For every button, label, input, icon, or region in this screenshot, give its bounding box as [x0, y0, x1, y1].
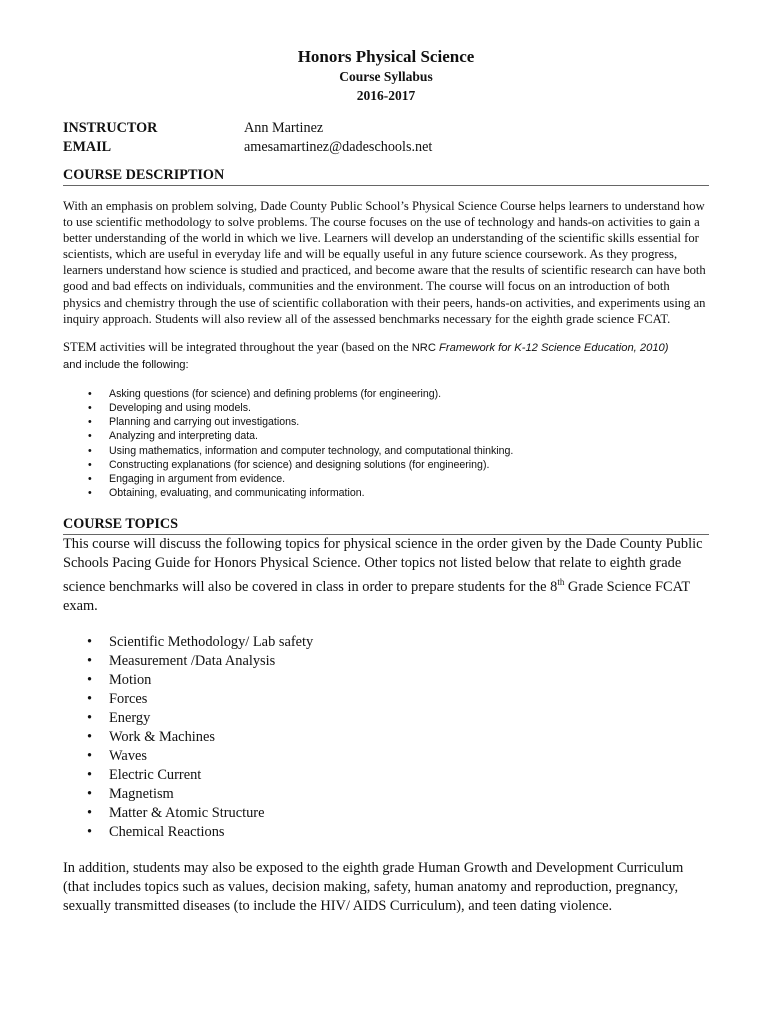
stem-nrc: NRC [411, 341, 440, 354]
bullet-icon: • [87, 767, 93, 784]
bullet-icon: • [88, 472, 92, 485]
topic-item-text: Chemical Reactions [109, 824, 225, 841]
course-description-paragraph: With an emphasis on problem solving, Dade County Public School’s Physical Science Course helps learners to understand how to use scientific methodology to solve problems. The course focuses on the use of technology and hands-on activities to gain a better understanding of the world in which we live. Learners will develop an understanding of the scientific skills essential for scientists, which are useful in everyday life and will be equally useful in any future science coursework. As they progress, learners understand how science is studied and practiced, and become aware that the results of scientific research can have both good and bad effects on individuals, communities and the environment. The course will focus on an introduction of both physics and chemistry through the use of scientific collaboration with their peers, hands-on activities, and experiments using an inquiry approach. Students will also review all of the assessed benchmarks necessary for the eighth grade science FCAT. [63, 199, 706, 326]
bullet-icon: • [88, 387, 92, 400]
topic-item-text: Motion [109, 672, 152, 689]
practice-item-text: Asking questions (for science) and defining problems (for engineering). [109, 387, 442, 400]
practice-item [63, 429, 709, 443]
topic-item [63, 671, 709, 690]
bullet-icon: • [87, 786, 93, 803]
topic-item [63, 633, 709, 652]
bullet-icon: • [88, 444, 92, 457]
closing-paragraph: In addition, students may also be exposed to the eighth grade Human Growth and Development Curriculum (that includes topics such as values, decision making, safety, human anatomy and reproduction, pregnancy, sexually transmitted diseases (to include the HIV/ AIDS Curriculum), and teen dating violence. [63, 860, 684, 915]
science-practices-list [63, 387, 709, 501]
practice-item-text: Developing and using models. [109, 401, 251, 414]
topic-item-text: Matter & Atomic Structure [109, 805, 265, 822]
practice-item [63, 472, 709, 486]
course-topics-intro [63, 535, 709, 616]
topic-item [63, 766, 709, 785]
bullet-icon: • [87, 691, 93, 708]
document-title: Honors Physical Science [297, 47, 475, 66]
bullet-icon: • [88, 487, 92, 500]
topic-item [63, 747, 709, 766]
stem-intro: STEM activities will be integrated throughout the year (based on the [63, 339, 412, 354]
topic-item [63, 785, 709, 804]
stem-framework: Framework for K-12 Science Education, 2010) [439, 341, 669, 354]
practice-item [63, 458, 709, 472]
practice-item [63, 415, 709, 429]
bullet-icon: • [88, 458, 92, 471]
bullet-icon: • [88, 430, 92, 443]
practice-item-text: Engaging in argument from evidence. [109, 472, 286, 485]
topic-item-text: Forces [109, 691, 148, 708]
email-row [63, 138, 709, 157]
topic-item-text: Measurement /Data Analysis [109, 653, 276, 670]
instructor-info [63, 119, 709, 157]
practice-item [63, 486, 709, 500]
course-description-heading: COURSE DESCRIPTION [63, 167, 709, 186]
course-topics-heading: COURSE TOPICS [63, 516, 709, 535]
bullet-icon: • [88, 401, 92, 414]
stem-tail: and include the following: [63, 358, 189, 371]
bullet-icon: • [87, 748, 93, 765]
bullet-icon: • [87, 653, 93, 670]
instructor-name: Ann Martinez [244, 120, 324, 136]
topics-intro-text: This course will discuss the following topics for physical science in the order given by the Dade County Public Schools Pacing Guide for Honors Physical Science. Other topics not listed below that relate to eighth grade science benchmarks will also be covered in class in order to prepare students for the 8 [63, 536, 703, 596]
topic-item [63, 804, 709, 823]
bullet-icon: • [87, 805, 93, 822]
topic-item [63, 728, 709, 747]
bullet-icon: • [87, 634, 93, 651]
email-label: EMAIL [63, 139, 112, 155]
bullet-icon: • [87, 672, 93, 689]
bullet-icon: • [88, 416, 92, 429]
topic-item [63, 690, 709, 709]
practice-item-text: Constructing explanations (for science) and designing solutions (for engineering). [109, 458, 490, 471]
instructor-row [63, 119, 709, 138]
practice-item-text: Obtaining, evaluating, and communicating information. [109, 487, 365, 500]
email-address: amesamartinez@dadeschools.net [244, 139, 433, 155]
practice-item [63, 387, 709, 401]
stem-paragraph [63, 339, 709, 373]
instructor-label: INSTRUCTOR [63, 120, 158, 136]
topic-item-text: Waves [109, 748, 147, 765]
bullet-icon: • [87, 824, 93, 841]
topic-item-text: Magnetism [109, 786, 174, 803]
topic-item [63, 652, 709, 671]
bullet-icon: • [87, 729, 93, 746]
bullet-icon: • [87, 710, 93, 727]
document-header [63, 47, 709, 105]
topic-item-text: Scientific Methodology/ Lab safety [109, 634, 314, 651]
topic-item-text: Work & Machines [109, 729, 215, 746]
topic-item-text: Energy [109, 710, 151, 727]
syllabus-page [63, 47, 709, 916]
school-year: 2016-2017 [356, 88, 416, 103]
document-subtitle: Course Syllabus [339, 69, 433, 84]
topic-item-text: Electric Current [109, 767, 202, 784]
ordinal-suffix: th [557, 577, 565, 588]
practice-item [63, 444, 709, 458]
topic-item [63, 823, 709, 842]
practice-item [63, 401, 709, 415]
practice-item-text: Using mathematics, information and computer technology, and computational thinking. [109, 444, 514, 457]
practice-item-text: Planning and carrying out investigations. [109, 416, 300, 429]
topics-list [63, 633, 709, 842]
practice-item-text: Analyzing and interpreting data. [109, 430, 259, 443]
topic-item [63, 709, 709, 728]
topics-intro-tail: Grade Science FCAT exam. [63, 579, 690, 615]
